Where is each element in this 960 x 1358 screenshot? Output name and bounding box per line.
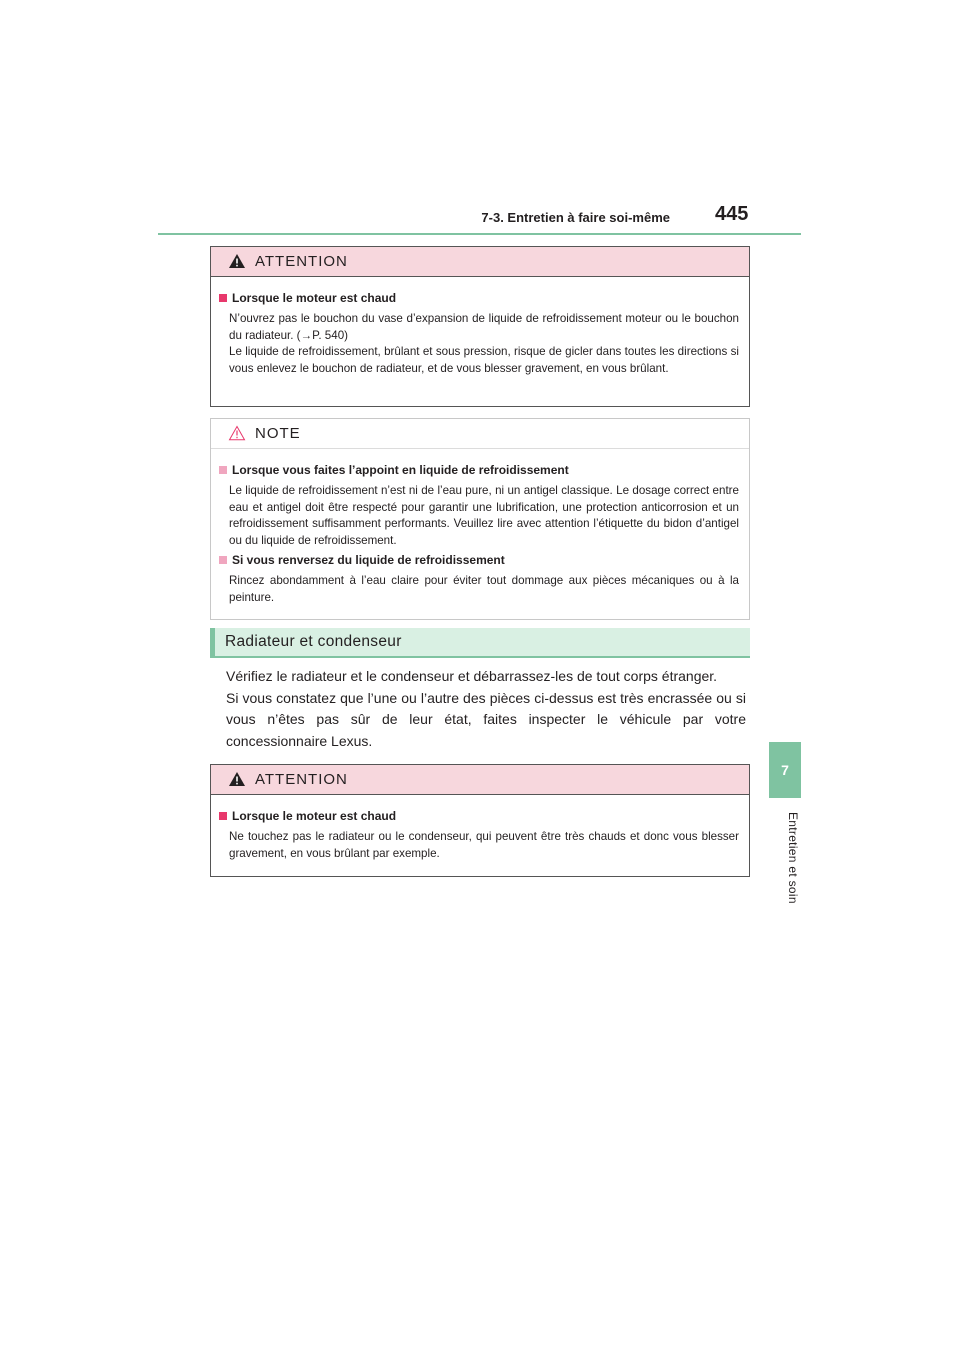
square-bullet-icon	[219, 556, 227, 564]
section-paragraph-2: Si vous constatez que l’une ou l’autre des pièces ci-dessus est très encrassée ou si vous n’êtes pas sûr de leur état, faites inspecter le véhicule par votre concessionnaire Lexus.	[226, 689, 746, 749]
page-number: 445	[715, 203, 749, 225]
chapter-tab[interactable]: 7	[769, 742, 801, 798]
attention-box-hot-engine-coolant	[210, 246, 750, 407]
note-box-coolant	[210, 418, 750, 620]
caution-outline-icon	[228, 425, 246, 441]
attention-item-text: Ne touchez pas le radiateur ou le condenseur, qui peuvent être très chauds et donc vous blesser gravement, en vous brûlant par exemple.	[229, 830, 739, 860]
section-paragraph-1: Vérifiez le radiateur et le condenseur et débarrassez-les de tout corps étranger.	[226, 668, 718, 684]
note-item-text: Le liquide de refroidissement n’est ni de l’eau pure, ni un antigel classique. Le dosage correct entre eau et antigel doit être respecté pour garantir une lubrification, une protection anticorrosion et un refroidissement suffisamment performants. Veuillez lire avec attention l’étiquette du bidon d’antigel ou du liquide de refroidissement.	[229, 484, 739, 547]
header-rule	[158, 233, 801, 235]
square-bullet-icon	[219, 294, 227, 302]
header-section-title: 7-3. Entretien à faire soi-même	[481, 210, 670, 225]
attention-box-hot-radiator	[210, 764, 750, 877]
attention-box-header	[211, 765, 749, 795]
attention-item-title: Lorsque le moteur est chaud	[232, 291, 397, 305]
attention-box-body	[211, 795, 749, 876]
note-item-text: Rincez abondamment à l’eau claire pour éviter tout dommage aux pièces mécaniques ou à la peinture.	[229, 574, 739, 604]
note-item-title: Si vous renversez du liquide de refroidissement	[232, 553, 505, 567]
note-title: NOTE	[255, 425, 301, 442]
attention-box-header	[211, 247, 749, 277]
note-item-title: Lorsque vous faites l’appoint en liquide de refroidissement	[232, 463, 569, 477]
chapter-label: Entretien et soin	[786, 812, 800, 904]
note-box-body	[211, 449, 749, 620]
square-bullet-icon	[219, 466, 227, 474]
note-item-heading	[219, 553, 739, 567]
attention-item-text	[219, 311, 739, 377]
attention-title: ATTENTION	[255, 253, 348, 270]
attention-item-heading	[219, 809, 739, 823]
warning-icon	[228, 253, 246, 269]
attention-line-1: N’ouvrez pas le bouchon du vase d’expansion de liquide de refroidissement moteur ou le bouchon du radiateur. (→P. 540)	[229, 312, 739, 342]
note-item-heading	[219, 463, 739, 477]
section-title: Radiateur et condenseur	[225, 633, 402, 650]
note-box-header	[211, 419, 749, 449]
square-bullet-icon	[219, 812, 227, 820]
attention-box-body	[211, 277, 749, 391]
attention-line-2: Le liquide de refroidissement, brûlant et sous pression, risque de gicler dans toutes les directions si vous enlevez le bouchon de radiateur, et de vous blesser gravement, en vous brûlant.	[229, 345, 739, 375]
section-body	[226, 666, 746, 752]
attention-item-title: Lorsque le moteur est chaud	[232, 809, 397, 823]
section-heading	[210, 628, 750, 658]
warning-icon	[228, 771, 246, 787]
attention-item-heading	[219, 291, 739, 305]
attention-title: ATTENTION	[255, 771, 348, 788]
